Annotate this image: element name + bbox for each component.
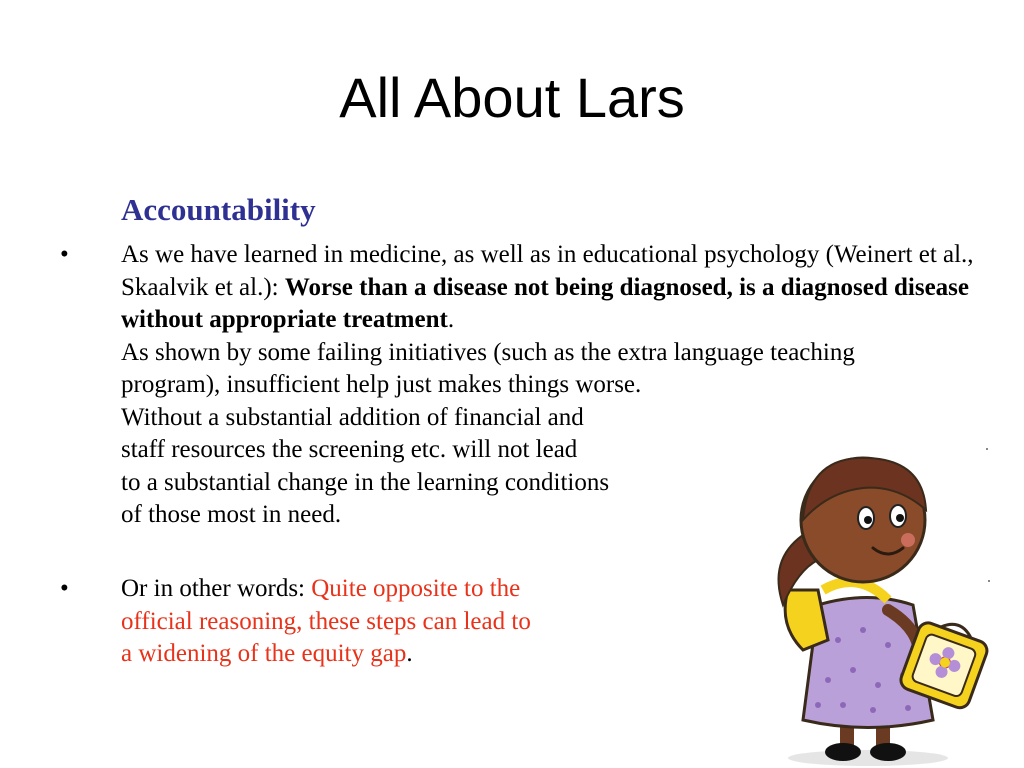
subheading: Accountability xyxy=(121,192,316,227)
bullet2-highlight: official reasoning, these steps can lead to xyxy=(121,607,531,635)
bullet-dot: • xyxy=(60,241,69,268)
bullet2-intro: Or in other words: xyxy=(121,575,312,602)
cartoon-girl-illustration xyxy=(748,440,998,768)
slide-title: All About Lars xyxy=(339,66,685,129)
bullet1-line: staff resources the screening etc. will not lead xyxy=(121,436,578,463)
bullet1-paragraph-2: As shown by some failing initiatives (such as the extra language teaching program), insufficient help just makes things worse. xyxy=(121,338,855,398)
bullet1-line: to a substantial change in the learning conditions xyxy=(121,468,610,496)
bullet1-period: . xyxy=(447,306,455,333)
bullet2-highlight: Quite opposite to the xyxy=(311,575,521,602)
bullet1-line: of those most in need. xyxy=(121,501,342,528)
bullet1-bold-statement: Worse than a disease not being diagnosed, is a diagnosed disease without appropriate treatment xyxy=(121,273,969,333)
bullet1-paragraph-1 xyxy=(121,239,1001,337)
bullet1-intro: As we have learned in medicine, as well as in educational psychology (Weinert et al., Skaalvik et al.): xyxy=(121,241,974,301)
bullet1-line: Without a substantial addition of financial and xyxy=(121,403,584,431)
bullet-dot: • xyxy=(60,575,69,602)
bullet2-highlight: a widening of the equity gap xyxy=(121,640,407,667)
bullet2-period: . xyxy=(406,640,413,667)
